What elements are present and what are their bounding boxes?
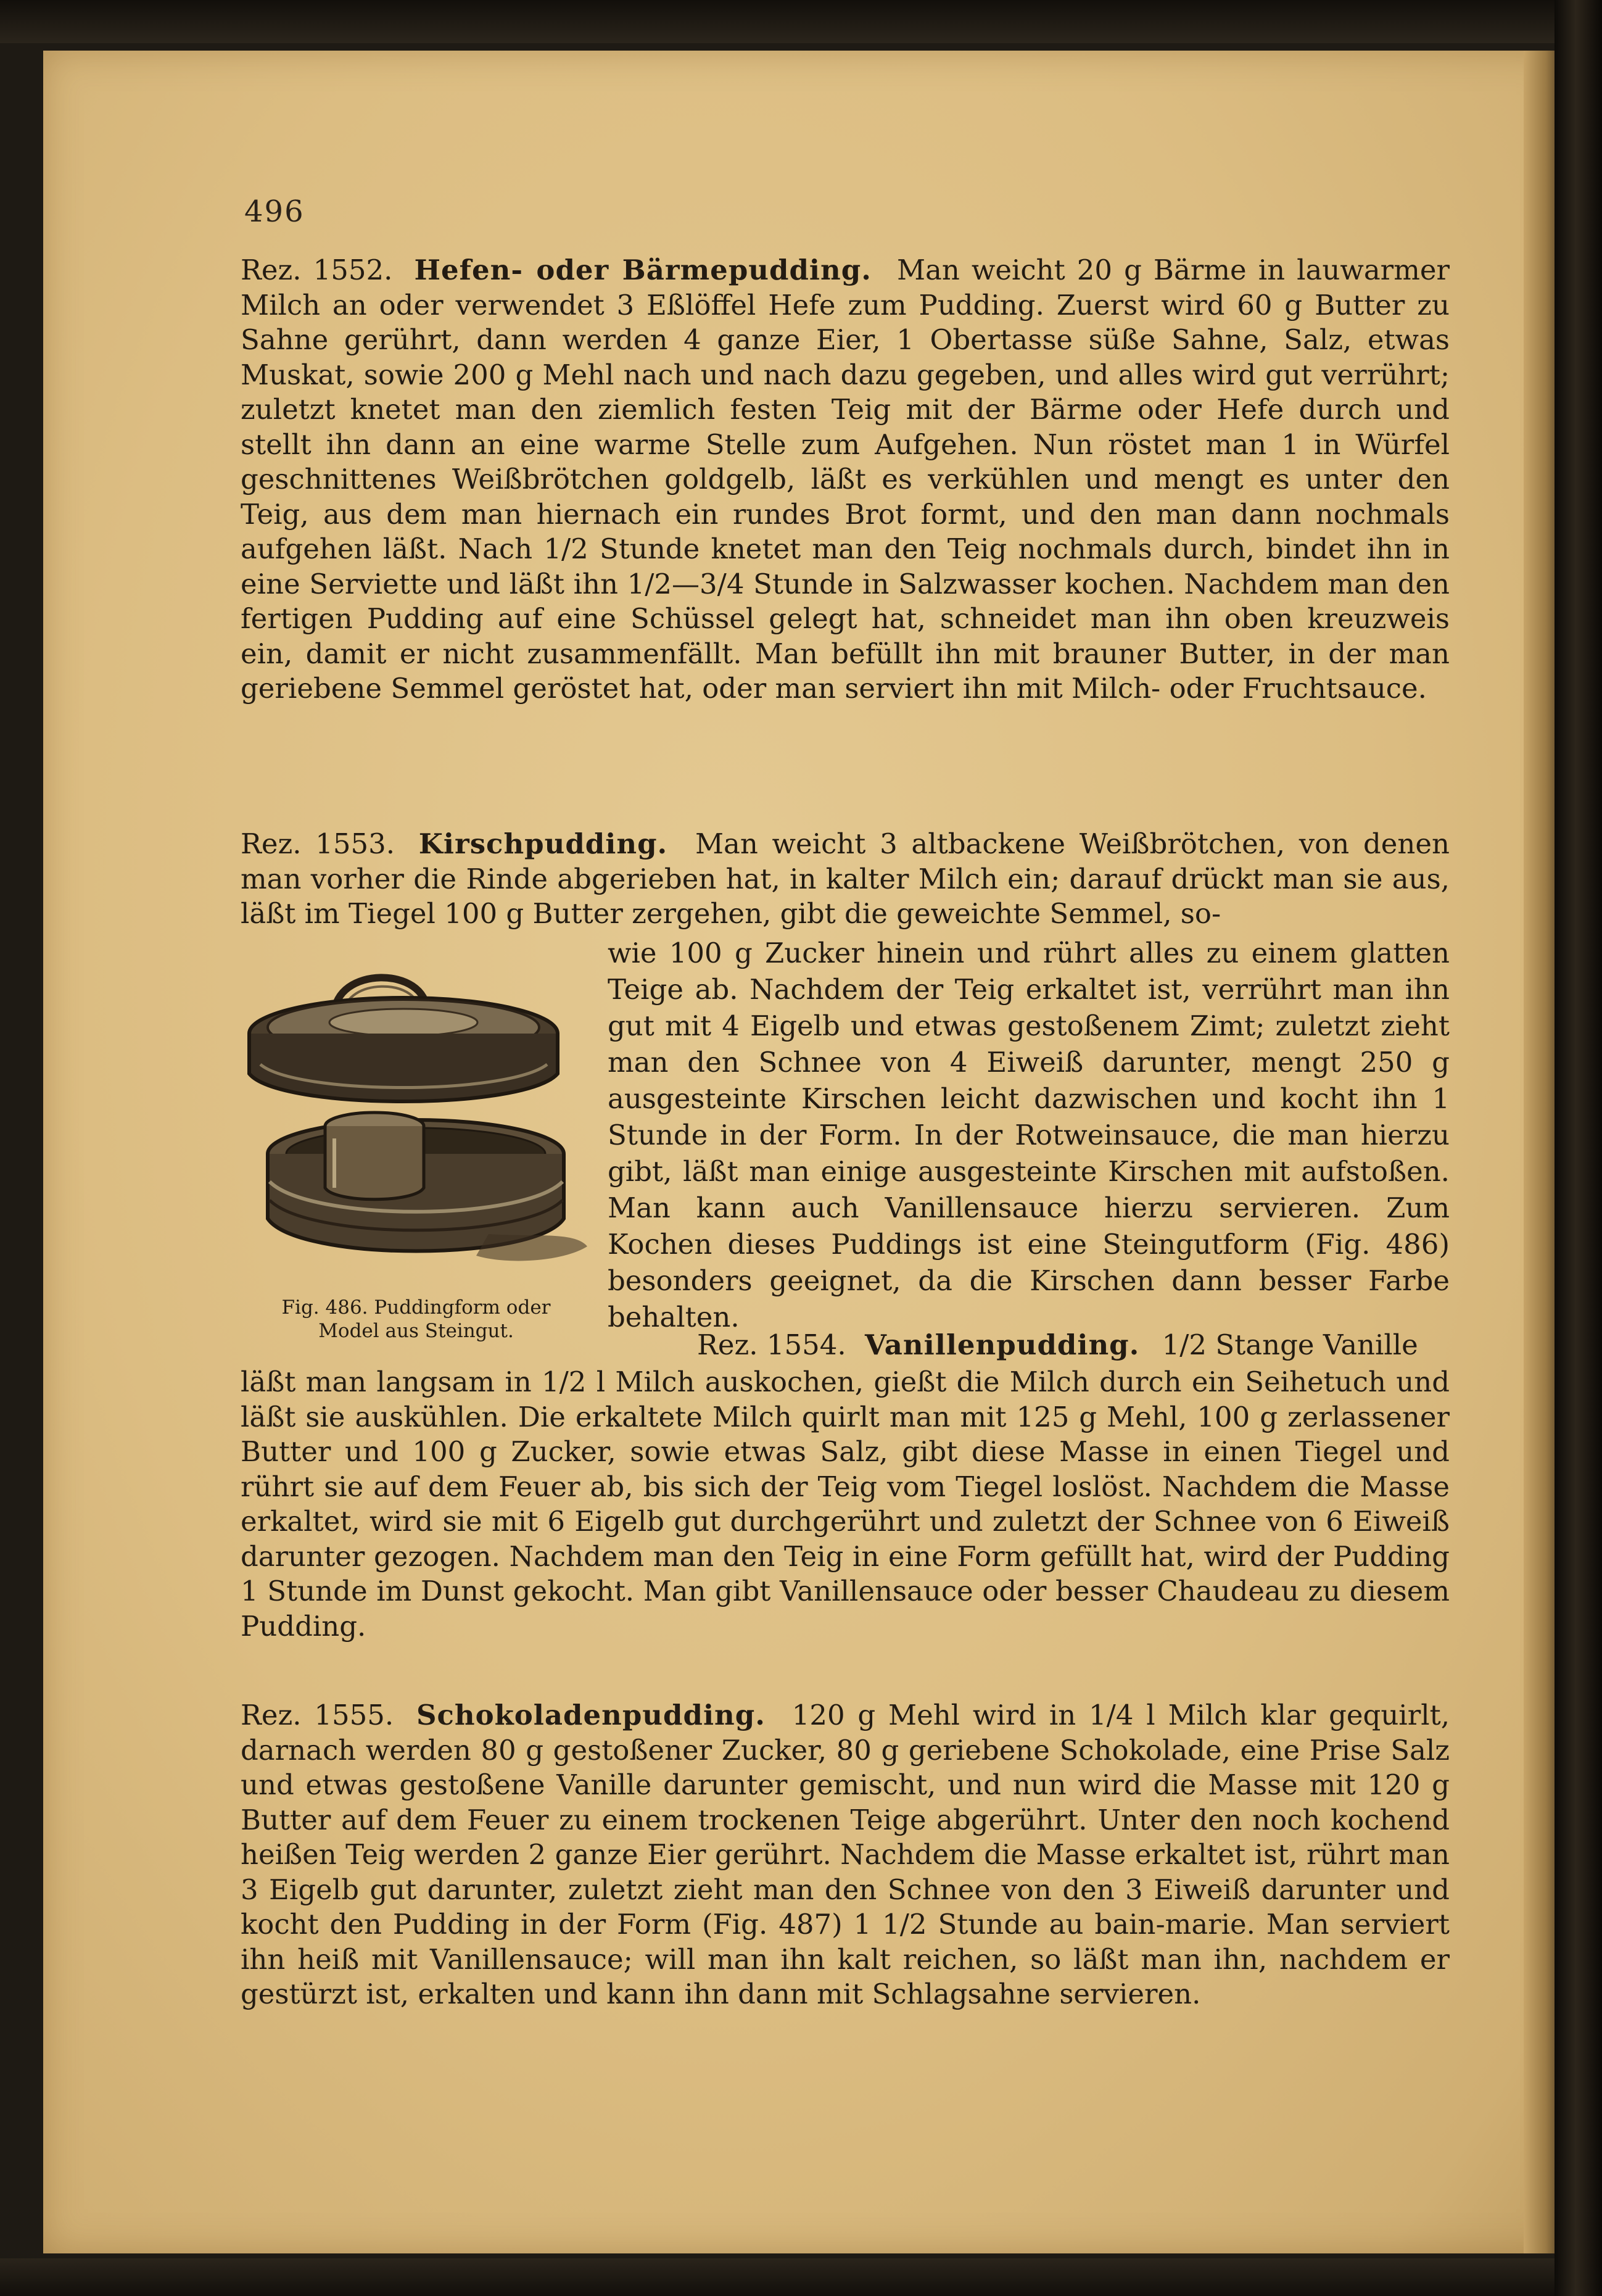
recipe-title: Hefen- oder Bärmepudding. — [414, 254, 872, 286]
page-number: 496 — [244, 194, 305, 229]
recipe-1553 — [241, 827, 1450, 932]
recipe-title: Schokoladenpudding. — [416, 1699, 766, 1731]
scan-border-bottom — [0, 2258, 1602, 2296]
recipe-1554-heading-line — [608, 1327, 1450, 1363]
caption-line-1: Fig. 486. Puddingform oder — [281, 1296, 551, 1319]
recipe-title: Kirschpudding. — [418, 827, 668, 860]
recipe-1553-wrapped-text: wie 100 g Zucker hinein und rührt alles zu einem glatten Teige ab. Nachdem der Teig erkaltet ist, verrührt man ihn gut mit 4 Eigelb und etwas gestoßenem Zimt; zuletzt zieht man den Schnee von 4 Eiweiß darunter, mengt 250 g ausgesteinte Kirschen leicht dazwischen und kocht ihn 1 Stunde in der Form. In der Rotweinsauce, die man hierzu gibt, läßt man einige ausgesteinte Kirschen mit aufstoßen. Man kann auch Vanillensauce hierzu servieren. Zum Kochen dieses Puddings ist eine Steingutform (Fig. 486) besonders geeignet, da die Kirschen dann besser Farbe behalten. — [608, 937, 1450, 1333]
recipe-title: Vanillenpudding. — [864, 1328, 1140, 1361]
recipe-text: Man weicht 20 g Bärme in lauwarmer Milch an oder verwendet 3 Eßlöffel Hefe zum Pudding. Zuerst wird 60 g Butter zu Sahne gerührt, dann werden 4 ganze Eier, 1 Obertasse süße Sahne, Salz, etwas Muskat, sowie 200 g Mehl nach und nach dazu gegeben, und alles wird gut verrührt; zuletzt knetet man den ziemlich festen Teig mit der Bärme oder Hefe durch und stellt ihn dann an eine warme Stelle zum Aufgehen. Nun röstet man 1 in Würfel geschnittenes Weißbrötchen goldgelb, läßt es verkühlen und mengt es unter den Teig, aus dem man hiernach ein rundes Brot formt, und den man dann nochmals aufgehen läßt. Nach 1/2 Stunde knetet man den Teig nochmals durch, bindet ihn in eine Serviette und läßt ihn 1/2—3/4 Stunde in Salzwasser kochen. Nachdem man den fertigen Pudding auf eine Schüssel gelegt hat, schneidet man ihn oben kreuzweis ein, damit er nicht zusammenfällt. Man befüllt ihn mit brauner Butter, in der man geriebene Semmel geröstet hat, oder man serviert ihn mit Milch- oder Fruchtsauce. — [241, 254, 1450, 705]
recipe-number: Rez. 1552. — [241, 254, 393, 286]
recipe-text: 120 g Mehl wird in 1/4 l Milch klar gequirlt, darnach werden 80 g gestoßener Zucker, 80 g geriebene Schokolade, eine Prise Salz und etwas gestoßene Vanille darunter gemischt, und nun wird die Masse mit 120 g Butter auf dem Feuer zu einem trockenen Teige abgerührt. Unter den noch kochend heißen Teig werden 2 ganze Eier gerührt. Nachdem die Masse erkaltet ist, rührt man 3 Eigelb gut darunter, zuletzt zieht man den Schnee von den 3 Eiweiß darunter und kocht den Pudding in der Form (Fig. 487) 1 1/2 Stunde au bain-marie. Man serviert ihn heiß mit Vanillensauce; will man ihn kalt reichen, so läßt man ihn, nachdem er gestürzt ist, erkalten und kann ihn dann mit Schlagsahne servieren. — [241, 1699, 1450, 2010]
recipe-number: Rez. 1553. — [241, 827, 395, 860]
recipe-1555 — [241, 1698, 1450, 2012]
figure-pudding-mold — [242, 941, 590, 1354]
recipe-1552 — [241, 253, 1450, 707]
recipe-1554 — [241, 1365, 1450, 1644]
figure-caption — [242, 1296, 590, 1343]
pudding-mold-illustration — [242, 941, 590, 1287]
book-spine — [1555, 0, 1602, 2296]
caption-line-2: Model aus Steingut. — [318, 1320, 514, 1342]
scan-border-top — [0, 0, 1602, 43]
recipe-text: läßt man langsam in 1/2 l Milch auskochen, gießt die Milch durch ein Seihetuch und läßt sie auskühlen. Die erkaltete Milch quirlt man mit 125 g Mehl, 100 g zerlassener Butter und 100 g Zucker, sowie etwas Salz, gibt diese Masse in einen Tiegel und rührt sie auf dem Feuer ab, bis sich der Teig vom Tiegel loslöst. Nachdem die Masse erkaltet, wird sie mit 6 Eigelb gut durchgerührt und zuletzt der Schnee von 6 Eiweiß darunter gezogen. Nachdem man den Teig in eine Form gefüllt hat, wird der Pudding 1 Stunde im Dunst gekocht. Man gibt Vanillensauce oder besser Chaudeau zu diesem Pudding. — [241, 1366, 1450, 1643]
recipe-text: Man weicht 3 altbackene Weißbrötchen, von denen man vorher die Rinde abgerieben hat, in kalter Milch ein; darauf drückt man sie aus, läßt im Tiegel 100 g Butter zergehen, gibt die geweichte Semmel, so- — [241, 827, 1450, 930]
recipe-number: Rez. 1555. — [241, 1699, 394, 1731]
recipe-number: Rez. 1554. — [697, 1328, 846, 1361]
recipe-text-first: 1/2 Stange Vanille — [1162, 1328, 1418, 1361]
